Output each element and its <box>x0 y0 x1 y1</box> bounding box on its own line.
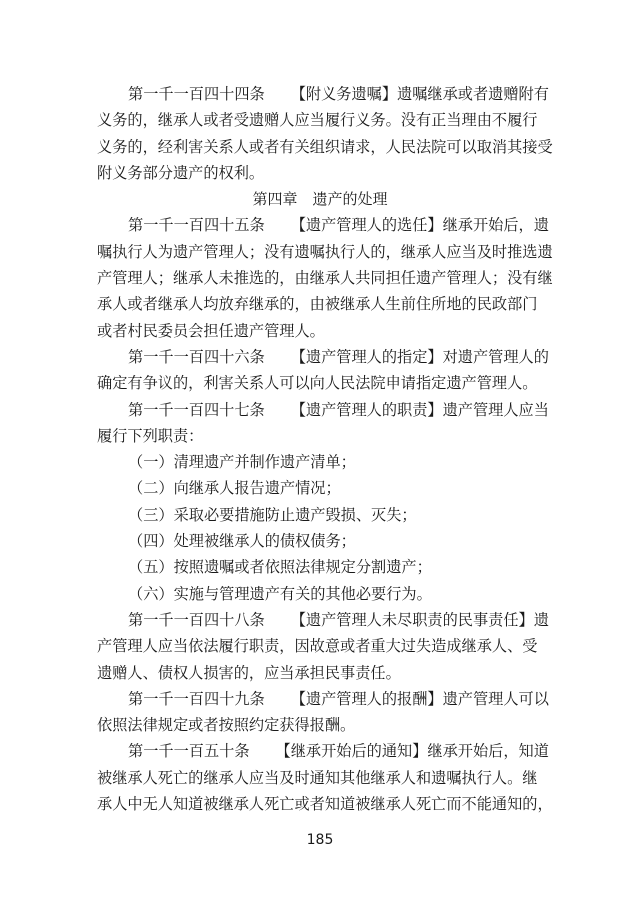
article-text: 对遗产管理人的 <box>442 347 549 366</box>
article-number: 第一千一百四十八条 <box>128 610 265 629</box>
article-title: 【遗产管理人的报酬】 <box>290 689 443 708</box>
article-1149-line-1 <box>97 686 549 712</box>
article-title: 【附义务遗嘱】 <box>290 85 397 103</box>
article-number: 第一千一百五十条 <box>128 742 250 761</box>
duty-item: （六）实施与管理遗产有关的其他必要行为。 <box>128 584 432 603</box>
article-title: 【继承开始后的通知】 <box>275 742 428 761</box>
article-number: 第一千一百四十四条 <box>128 85 265 103</box>
article-text-line: 被继承人死亡的继承人应当及时通知其他继承人和遗嘱执行人。继 <box>97 768 538 787</box>
article-text-line: 义务的，继承人或者受遗赠人应当履行义务。没有正当理由不履行 <box>97 111 538 130</box>
article-number: 第一千一百四十五条 <box>128 216 265 235</box>
article-number: 第一千一百四十七条 <box>128 400 265 419</box>
duty-item: （一）清理遗产并制作遗产清单； <box>128 453 356 472</box>
article-1148-line-1 <box>97 607 549 633</box>
article-1147-line-1 <box>97 397 549 423</box>
article-text: 继承开始后，遗 <box>442 216 549 235</box>
article-text: 遗嘱继承或者遗赠附有 <box>397 85 549 103</box>
article-text: 继承开始后，知道 <box>427 742 549 761</box>
article-text-line: 或者村民委员会担任遗产管理人。 <box>97 321 325 340</box>
duty-item: （五）按照遗嘱或者依照法律规定分割遗产； <box>128 558 432 577</box>
article-text: 遗产管理人应当 <box>442 400 549 419</box>
article-text-line: 附义务部分遗产的权利。 <box>97 163 265 182</box>
article-text: 遗 <box>533 610 549 629</box>
page-number: 185 <box>306 832 334 848</box>
chapter-heading: 第四章 遗产的处理 <box>252 190 388 209</box>
article-1146-line-1 <box>97 344 549 370</box>
article-title: 【遗产管理人的职责】 <box>290 400 443 419</box>
article-title: 【遗产管理人的选任】 <box>290 216 443 235</box>
article-title: 【遗产管理人的指定】 <box>290 347 443 366</box>
article-1145-line-1 <box>97 212 549 238</box>
article-text-line: 产管理人应当依法履行职责，因故意或者重大过失造成继承人、受 <box>97 637 538 656</box>
article-title: 【遗产管理人未尽职责的民事责任】 <box>290 610 534 629</box>
duty-item: （三）采取必要措施防止遗产毁损、灭失； <box>128 505 417 524</box>
article-number: 第一千一百四十六条 <box>128 347 265 366</box>
article-1144-line-1 <box>97 81 549 107</box>
duty-item: （二）向继承人报告遗产情况； <box>128 479 341 498</box>
article-text-line: 承人或者继承人均放弃继承的，由被继承人生前住所地的民政部门 <box>97 295 538 314</box>
article-text-line: 承人中无人知道被继承人死亡或者知道被继承人死亡而不能通知的， <box>97 795 553 814</box>
article-text-line: 遗赠人、债权人损害的，应当承担民事责任。 <box>97 663 401 682</box>
article-text-line: 嘱执行人为遗产管理人；没有遗嘱执行人的，继承人应当及时推选遗 <box>97 242 553 261</box>
article-text-line: 依照法律规定或者按照约定获得报酬。 <box>97 716 356 735</box>
article-text: 遗产管理人可以 <box>442 689 549 708</box>
document-page <box>97 81 553 817</box>
article-text-line: 确定有争议的，利害关系人可以向人民法院申请指定遗产管理人。 <box>97 374 538 393</box>
article-text-line: 产管理人；继承人未推选的，由继承人共同担任遗产管理人；没有继 <box>97 269 553 288</box>
duty-item: （四）处理被继承人的债权债务； <box>128 532 356 551</box>
article-number: 第一千一百四十九条 <box>128 689 265 708</box>
article-text-line: 履行下列职责： <box>97 426 204 445</box>
article-text-line: 义务的，经利害关系人或者有关组织请求，人民法院可以取消其接受 <box>97 137 553 156</box>
article-1150-line-1 <box>97 738 549 764</box>
